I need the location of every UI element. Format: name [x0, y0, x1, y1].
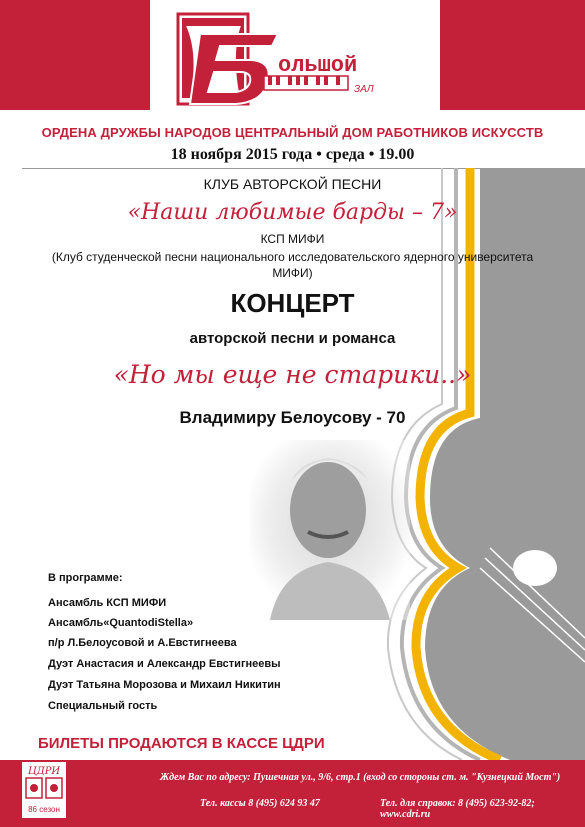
program-item: п/р Л.Белоусовой и А.Евстигнеева: [48, 637, 237, 649]
bolshoy-zal-logo: [160, 8, 400, 118]
logo-zal: ЗАЛ: [354, 84, 374, 95]
logo-word: ольшой: [278, 53, 358, 78]
program-item: Дуэт Татьяна Морозова и Михаил Никитин: [48, 679, 281, 691]
venue-address: Ждем Вас по адресу: Пушечная ул., 9/6, стр.1 (вход со стороны ст. м. "Кузнецкий Мост"): [160, 772, 561, 783]
cdri-label: ЦДРИ: [27, 766, 61, 777]
organization-name: ОРДЕНА ДРУЖБЫ НАРОДОВ ЦЕНТРАЛЬНЫЙ ДОМ РАБОТНИКОВ ИСКУССТВ: [41, 125, 544, 140]
ksp-name: КСП МИФИ: [260, 232, 325, 246]
header-red-right: [440, 0, 585, 110]
program-item: Ансамбль«QuantodiStella»: [48, 617, 194, 629]
program-item: Специальный гость: [48, 700, 158, 712]
program-item: Ансамбль КСП МИФИ: [48, 597, 167, 609]
program-item: Дуэт Анастасия и Александр Евстигнеевы: [48, 658, 281, 670]
event-date: 18 ноября 2015 года • среда • 19.00: [170, 146, 415, 163]
concert-heading: КОНЦЕРТ: [230, 288, 355, 318]
dedication: Владимиру Белоусову - 70: [179, 408, 406, 427]
program-heading: В программе:: [48, 572, 123, 584]
club-name: КЛУБ АВТОРСКОЙ ПЕСНИ: [203, 176, 382, 192]
box-office-phone: Тел. кассы 8 (495) 624 93 47: [200, 798, 320, 809]
tickets-notice: БИЛЕТЫ ПРОДАЮТСЯ В КАССЕ ЦДРИ: [38, 735, 325, 752]
cdri-logo: [22, 762, 66, 818]
series-title: «Наши любимые барды – 7»: [127, 200, 458, 225]
concert-subtitle: авторской песни и романса: [189, 330, 396, 347]
info-phone: Тел. для справок: 8 (495) 623-92-82; www.cdri.ru: [380, 798, 535, 820]
header-red-left: [0, 0, 150, 110]
season-label: 86 сезон: [28, 805, 60, 814]
portrait-photo: [250, 440, 410, 620]
concert-title: «Но мы еще не старики..»: [113, 360, 472, 389]
ksp-description: (Клуб студенческой песни национального исследовательского ядерного университета МИФИ): [51, 250, 534, 280]
